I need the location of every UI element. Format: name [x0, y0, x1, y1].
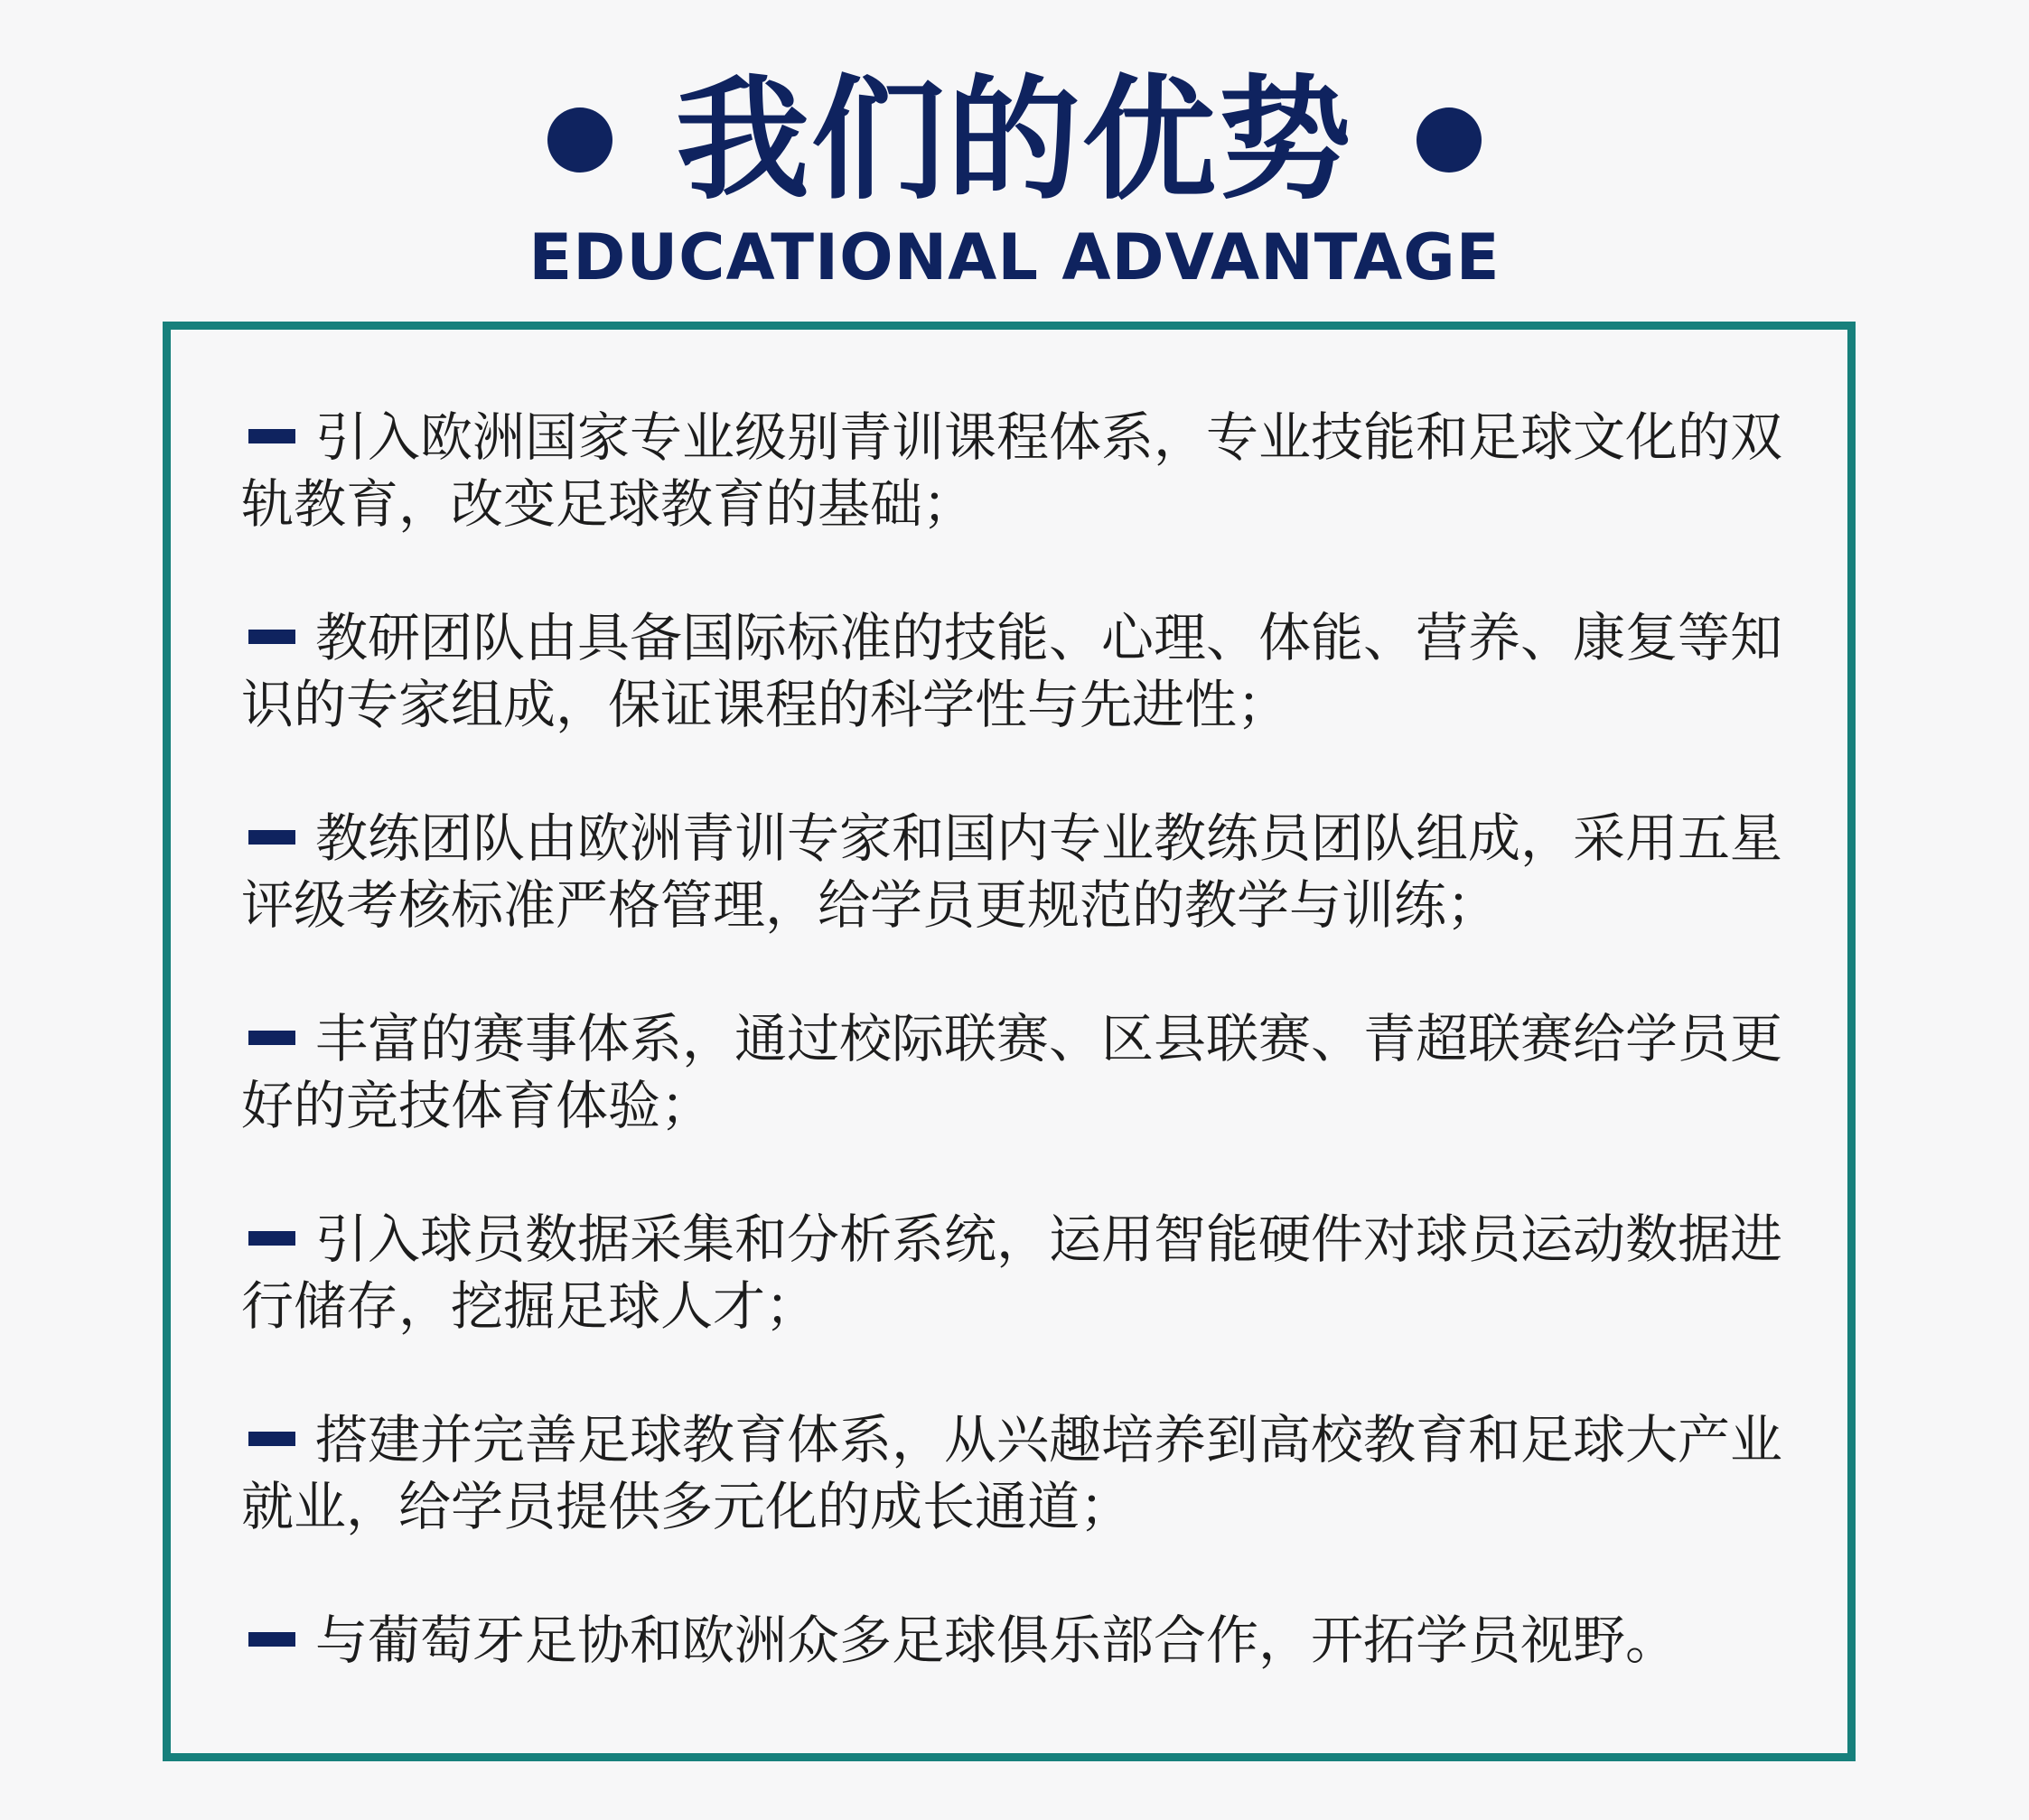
page-title: 我们的优势: [676, 62, 1353, 218]
header: [0, 0, 2029, 307]
title-row: [0, 63, 2029, 217]
left-dot-icon: [547, 107, 612, 173]
advantages-panel: [163, 322, 1856, 1761]
dash-bullet-icon: [248, 630, 295, 644]
advantage-text: 引入欧洲国家专业级别青训课程体系，专业技能和足球文化的双轨教育，改变足球教育的基础；: [241, 406, 1783, 535]
dash-bullet-icon: [248, 1432, 295, 1446]
right-dot-icon: [1417, 107, 1482, 173]
advantage-item: [241, 404, 1813, 537]
advantage-item: [241, 1406, 1813, 1540]
dash-bullet-icon: [248, 830, 295, 845]
advantage-text: 引入球员数据采集和分析系统，运用智能硬件对球员运动数据进行储存，挖掘足球人才；: [241, 1209, 1783, 1337]
dash-bullet-icon: [248, 429, 295, 443]
page-subtitle: EDUCATIONAL ADVANTAGE: [528, 220, 1501, 294]
advantage-text: 与葡萄牙足协和欧洲众多足球俱乐部合作，开拓学员视野。: [315, 1610, 1678, 1671]
advantage-item: [241, 604, 1813, 738]
advantage-text: 搭建并完善足球教育体系，从兴趣培养到高校教育和足球大产业就业，给学员提供多元化的成长通道；: [241, 1409, 1783, 1537]
advantages-list: [241, 404, 1813, 1741]
advantage-item: [241, 805, 1813, 938]
dash-bullet-icon: [248, 1031, 295, 1045]
advantage-item: [241, 1005, 1813, 1139]
advantage-text: 丰富的赛事体系，通过校际联赛、区县联赛、青超联赛给学员更好的竞技体育体验；: [241, 1008, 1783, 1136]
dash-bullet-icon: [248, 1632, 295, 1647]
advantage-item: [241, 1607, 1813, 1674]
dash-bullet-icon: [248, 1231, 295, 1246]
advantage-text: 教练团队由欧洲青训专家和国内专业教练员团队组成，采用五星评级考核标准严格管理，给学员更规范的教学与训练；: [241, 807, 1783, 936]
advantage-item: [241, 1206, 1813, 1339]
advantage-text: 教研团队由具备国际标准的技能、心理、体能、营养、康复等知识的专家组成，保证课程的科学性与先进性；: [241, 607, 1783, 735]
